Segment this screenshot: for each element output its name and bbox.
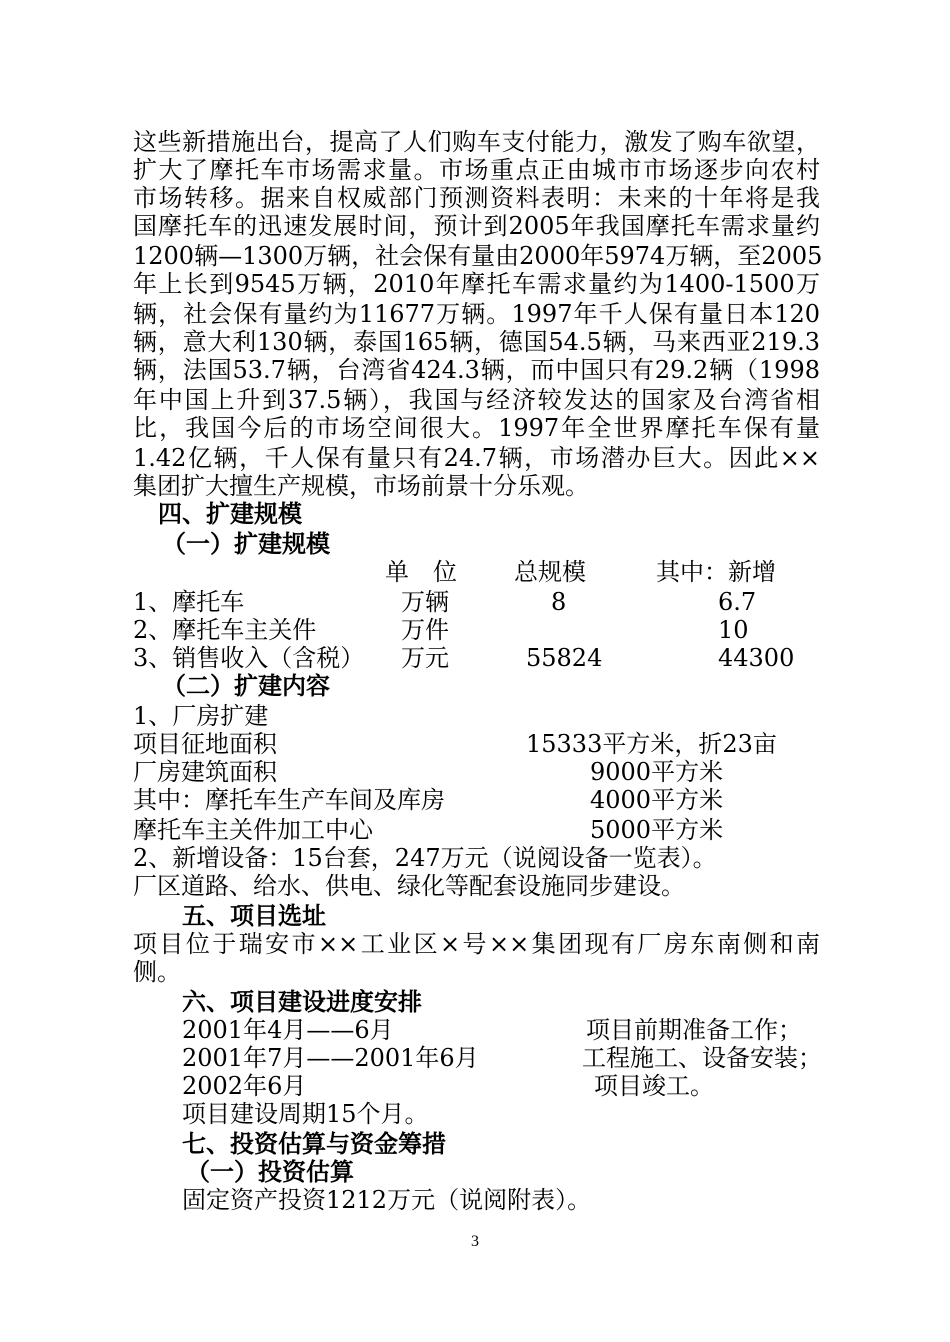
intro-line-8: 辆，意大利130辆，泰国165辆，德国54.5辆，马来西亚219.3 <box>133 328 820 356</box>
schedule-task: 项目竣工。 <box>594 1072 714 1100</box>
table-row-new: 10 <box>718 616 749 644</box>
area-label: 其中：摩托车生产车间及库房 <box>133 786 445 814</box>
section5-heading: 五、项目选址 <box>182 901 326 930</box>
intro-line-9: 辆，法国53.7辆，台湾省424.3辆，而中国只有29.2辆（1998 <box>133 356 820 384</box>
section5-line2: 侧。 <box>133 958 181 986</box>
intro-line-10: 年中国上升到37.5辆），我国与经济较发达的国家及台湾省相 <box>133 386 820 414</box>
table-row-new: 6.7 <box>718 588 757 616</box>
intro-line-4: 国摩托车的迅速发展时间，预计到2005年我国摩托车需求量约 <box>133 212 820 240</box>
table-row-name: 2、摩托车主关件 <box>133 616 317 644</box>
section7-heading: 七、投资估算与资金筹措 <box>182 1129 446 1158</box>
section4-item3: 厂区道路、给水、供电、绿化等配套设施同步建设。 <box>133 872 685 900</box>
table-row-name: 3、销售收入（含税） <box>133 644 365 672</box>
table-row-total: 55824 <box>526 644 603 672</box>
section4-item1: 1、厂房扩建 <box>133 702 269 730</box>
area-value: 4000平方米 <box>590 786 724 814</box>
section4-sub2: （二）扩建内容 <box>162 671 330 700</box>
page-number: 3 <box>471 1233 479 1250</box>
section6-cycle: 项目建设周期15个月。 <box>182 1100 429 1128</box>
section6-heading: 六、项目建设进度安排 <box>182 987 422 1016</box>
intro-line-1: 这些新措施出台，提高了人们购车支付能力，激发了购车欲望， <box>133 128 820 156</box>
area-label: 摩托车主关件加工中心 <box>133 816 373 844</box>
section4-heading: 四、扩建规模 <box>158 499 302 528</box>
intro-line-3: 市场转移。据来自权威部门预测资料表明：未来的十年将是我 <box>133 184 820 212</box>
area-value: 5000平方米 <box>590 816 724 844</box>
section7-sub1: （一）投资估算 <box>186 1157 354 1186</box>
schedule-period: 2002年6月 <box>182 1072 307 1100</box>
section4-sub1: （一）扩建规模 <box>162 529 330 558</box>
schedule-task: 工程施工、设备安装； <box>582 1044 822 1072</box>
intro-line-2: 扩大了摩托车市场需求量。市场重点正由城市市场逐步向农村 <box>133 156 820 184</box>
table-header-unit: 单 位 <box>385 558 457 586</box>
intro-line-5: 1200辆—1300万辆，社会保有量由2000年5974万辆，至2005 <box>133 242 823 270</box>
table-row-unit: 万辆 <box>401 588 449 616</box>
schedule-period: 2001年4月——6月 <box>182 1016 394 1044</box>
area-value: 15333平方米，折23亩 <box>526 730 777 758</box>
table-row-name: 1、摩托车 <box>133 588 245 616</box>
intro-line-13: 集团扩大擅生产规模，市场前景十分乐观。 <box>133 472 589 500</box>
table-header-new: 其中：新增 <box>656 558 776 586</box>
intro-line-7: 辆，社会保有量约为11677万辆。1997年千人保有量日本120 <box>133 300 820 328</box>
intro-line-11: 比，我国今后的市场空间很大。1997年全世界摩托车保有量 <box>133 414 820 442</box>
table-row-unit: 万元 <box>401 644 449 672</box>
table-row-new: 44300 <box>718 644 795 672</box>
table-row-unit: 万件 <box>401 616 449 644</box>
table-header-total: 总规模 <box>514 558 586 586</box>
section7-line1: 固定资产投资1212万元（说阅附表）。 <box>182 1186 592 1214</box>
table-row-total: 8 <box>551 588 567 616</box>
intro-line-6: 年上长到9545万辆，2010年摩托车需求量约为1400-1500万 <box>133 270 820 298</box>
schedule-period: 2001年7月——2001年6月 <box>182 1044 479 1072</box>
area-value: 9000平方米 <box>590 758 724 786</box>
area-label: 厂房建筑面积 <box>133 758 277 786</box>
schedule-task: 项目前期准备工作； <box>586 1016 802 1044</box>
intro-line-12: 1.42亿辆，千人保有量只有24.7辆，市场潜办巨大。因此×× <box>133 444 820 472</box>
section5-line1: 项目位于瑞安市××工业区×号××集团现有厂房东南侧和南 <box>133 930 820 958</box>
area-label: 项目征地面积 <box>133 730 277 758</box>
section4-item2: 2、新增设备：15台套，247万元（说阅设备一览表）。 <box>133 844 717 872</box>
